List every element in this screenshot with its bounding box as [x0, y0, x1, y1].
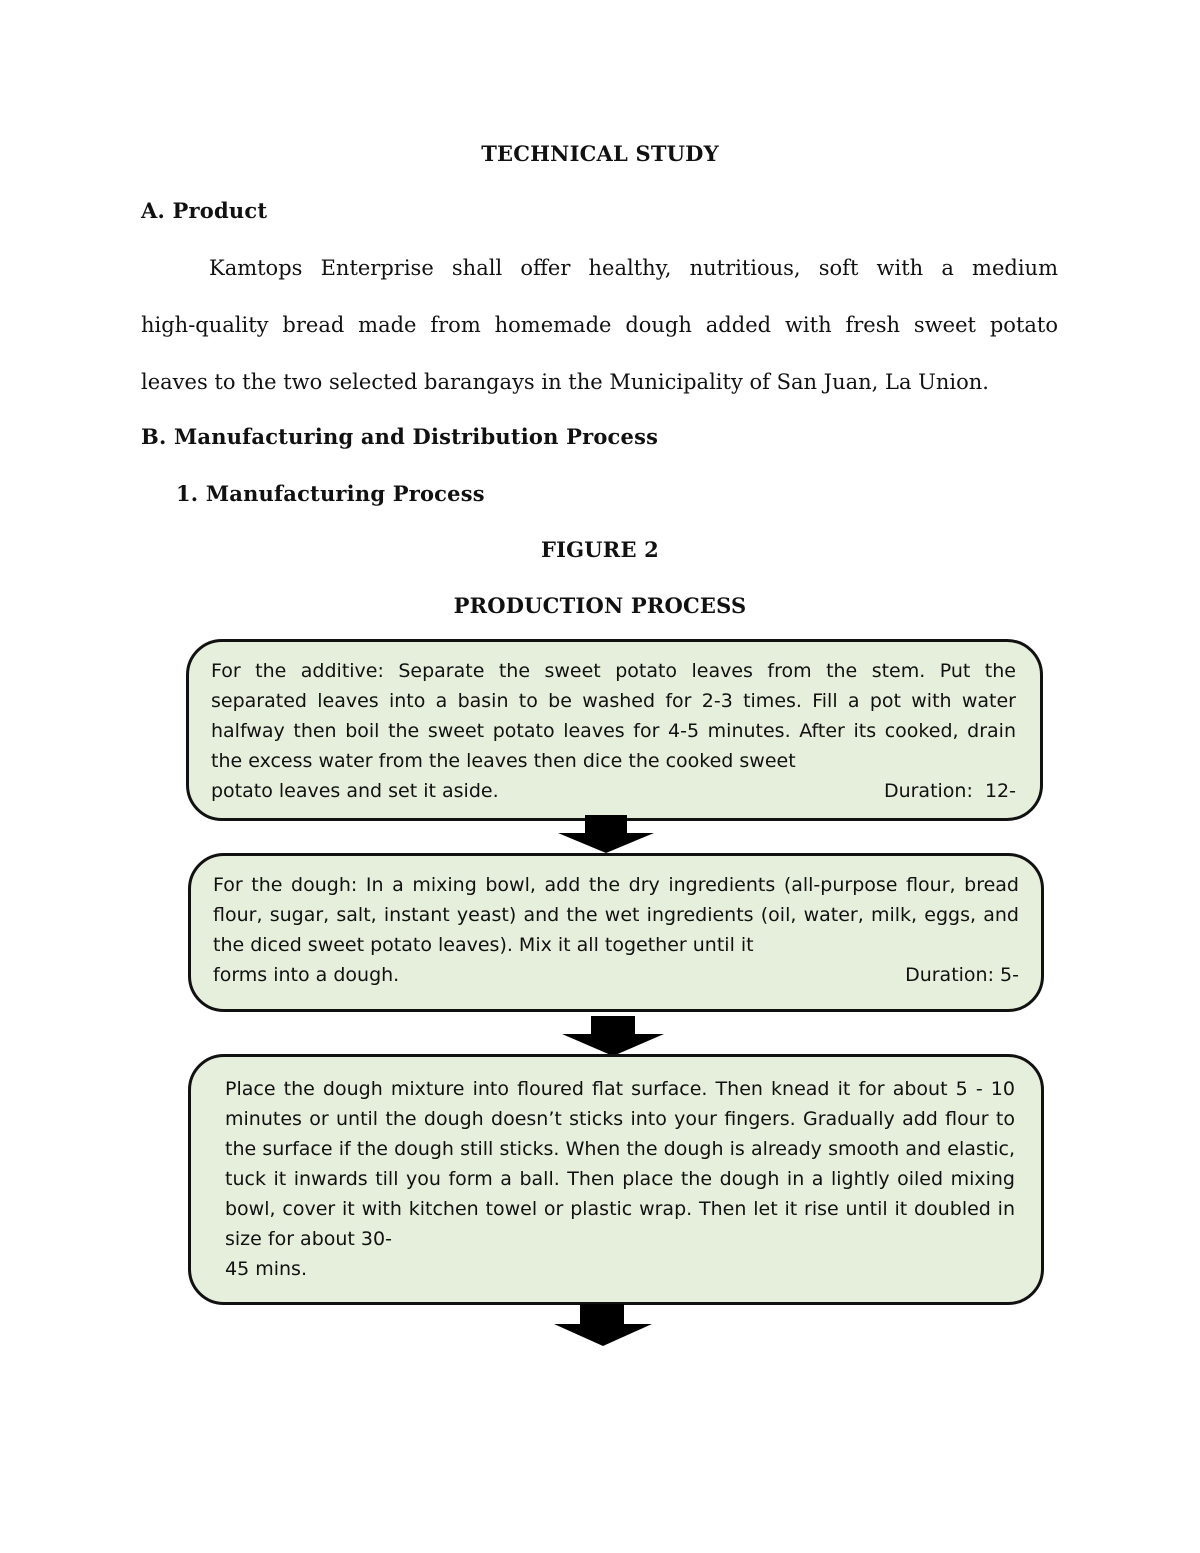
product-paragraph-line-1: Kamtops Enterprise shall offer healthy, nutritious, soft with a medium	[209, 256, 1058, 280]
step-2-last-line	[213, 960, 1019, 990]
process-step-2	[188, 853, 1044, 1012]
step-2-duration: Duration: 5-	[905, 964, 1019, 986]
figure-caption: PRODUCTION PROCESS	[453, 593, 747, 618]
step-3-last-line: 45 mins.	[225, 1258, 307, 1280]
subsection-heading: 1. Manufacturing Process	[176, 481, 485, 506]
section-b-heading: B. Manufacturing and Distribution Process	[141, 424, 659, 449]
section-a-heading: A. Product	[141, 198, 268, 223]
arrow-down-icon	[560, 1014, 666, 1058]
step-1-last-text: potato leaves and set it aside.	[211, 780, 499, 802]
product-paragraph-line-2: high-quality bread made from homemade dough added with fresh sweet potato	[141, 313, 1058, 337]
process-step-3	[188, 1054, 1044, 1305]
process-step-1	[186, 639, 1043, 821]
step-1-duration: Duration: 12-	[883, 780, 1016, 802]
step-3-text: Place the dough mixture into floured flat surface. Then knead it for about 5 - 10 minutes or until the dough doesn’t sticks into your fingers. Gradually add flour to the surface if the dough still sticks. When the dough is already smooth and elastic, tuck it inwards till you form a ball. Then place the dough in a lightly oiled mixing bowl, cover it with kitchen towel or plastic wrap. Then let it rise until it doubled in size for about 30-	[225, 1078, 1015, 1250]
arrow-down-icon	[556, 813, 656, 855]
product-paragraph	[141, 240, 1058, 411]
step-1-text: For the additive: Separate the sweet potato leaves from the stem. Put the separated leaves into a basin to be washed for 2-3 times. Fill a pot with water halfway then boil the sweet potato leaves for 4-5 minutes. After its cooked, drain the excess water from the leaves then dice the cooked sweet	[211, 660, 1016, 772]
figure-label: FIGURE 2	[541, 537, 659, 562]
step-2-last-text: forms into a dough.	[213, 964, 400, 986]
product-paragraph-line-3: leaves to the two selected barangays in the Municipality of San Juan, La Union.	[141, 370, 989, 394]
arrow-down-icon	[552, 1302, 654, 1348]
step-1-last-line	[211, 776, 1016, 806]
page-title: TECHNICAL STUDY	[481, 141, 719, 166]
step-2-text: For the dough: In a mixing bowl, add the dry ingredients (all-purpose flour, bread flour, sugar, salt, instant yeast) and the wet ingredients (oil, water, milk, eggs, and the diced sweet potato leaves). Mix it all together until it	[213, 874, 1019, 956]
